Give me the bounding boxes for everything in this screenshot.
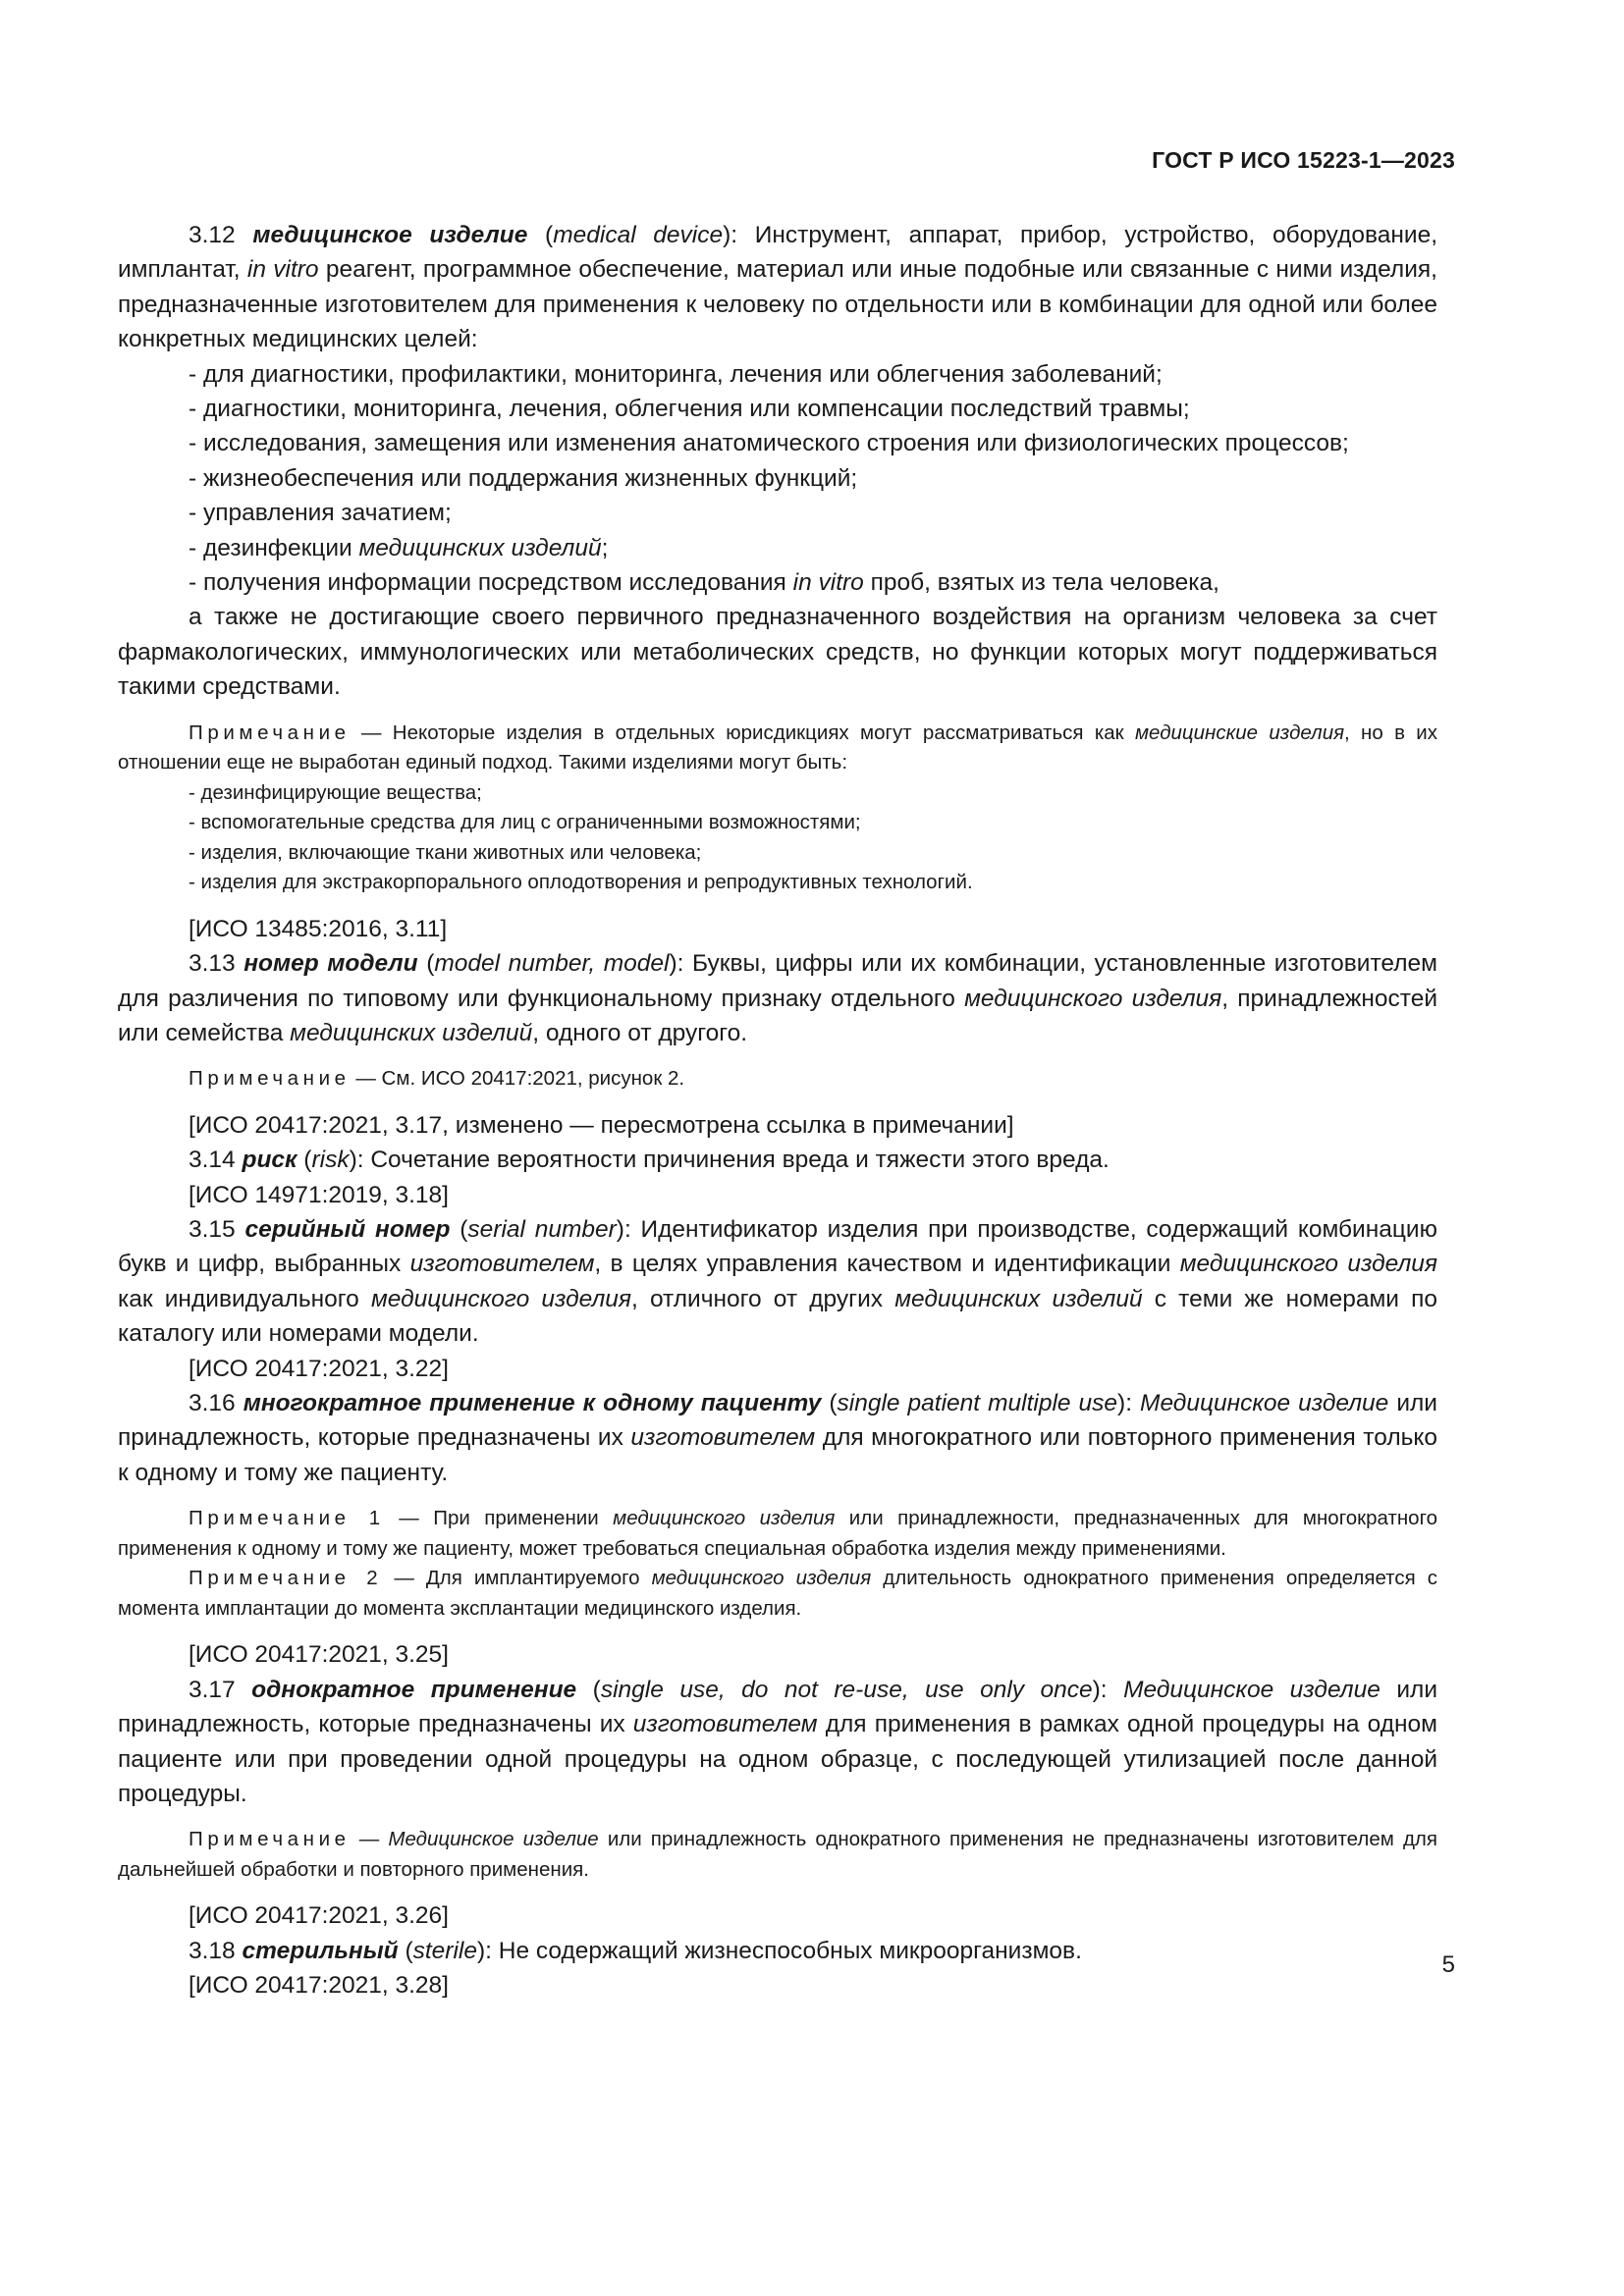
- term-3-18-definition: 3.18 стерильный (sterile): Не содержащий жизнеспособных микроорганизмов.: [189, 1937, 1082, 1964]
- note: Примечание — Медицинское изделие или принадлежность однократного применения не предназначены изготовителем для дальнейшей обработки и повторного применения.: [118, 1828, 1437, 1881]
- source-reference: [ИСО 20417:2021, 3.17, изменено — пересмотрена ссылка в примечании]: [189, 1111, 1014, 1139]
- source-reference: [ИСО 20417:2021, 3.26]: [189, 1902, 449, 1930]
- term-english: model number, model: [434, 950, 670, 978]
- note: Примечание — См. ИСО 20417:2021, рисунок 2.: [189, 1067, 685, 1091]
- term-english: single use, do not re-use, use only once: [600, 1676, 1093, 1703]
- term-english: serial number: [467, 1216, 617, 1244]
- source-reference: [ИСО 20417:2021, 3.25]: [189, 1641, 449, 1669]
- note: Примечание 2 — Для имплантируемого медицинского изделия длительность однократного применения определяется с момента имплантации до момента эксплантации медицинского изделия.: [118, 1567, 1437, 1620]
- term-name: медицинское изделие: [252, 222, 528, 248]
- term-number: 3.14: [189, 1147, 236, 1174]
- term-name: риск: [242, 1147, 298, 1174]
- source-reference: [ИСО 20417:2021, 3.28]: [189, 1972, 449, 2000]
- note-list-item: - изделия для экстракорпорального оплодотворения и репродуктивных технологий.: [189, 871, 973, 894]
- source-reference: [ИСО 20417:2021, 3.22]: [189, 1355, 449, 1382]
- term-english: sterile: [412, 1937, 477, 1964]
- note-list-item: - изделия, включающие ткани животных или человека;: [189, 840, 702, 864]
- page-number: 5: [1441, 1951, 1455, 1978]
- term-3-14-definition: 3.14 риск (risk): Сочетание вероятности причинения вреда и тяжести этого вреда.: [189, 1147, 1110, 1174]
- note: Примечание 1 — При применении медицинского изделия или принадлежности, предназначенных для многократного применения к одному и тому же пациенту, может требоваться специальная обработка изделия между применениями.: [118, 1507, 1437, 1560]
- note-label: Примечание 1: [189, 1507, 385, 1530]
- list-item: - для диагностики, профилактики, мониторинга, лечения или облегчения заболеваний;: [189, 360, 1163, 388]
- note-list-item: - вспомогательные средства для лиц с ограниченными возможностями;: [189, 811, 861, 834]
- source-reference: [ИСО 13485:2016, 3.11]: [189, 915, 448, 942]
- term-number: 3.16: [189, 1390, 236, 1417]
- term-english: risk: [311, 1147, 350, 1174]
- term-name: многократное применение к одному пациенту: [243, 1390, 822, 1417]
- term-name: стерильный: [242, 1937, 399, 1964]
- list-item: - получения информации посредством исследования in vitro проб, взятых из тела человека,: [189, 569, 1219, 597]
- term-3-13-definition: 3.13 номер модели (model number, model): Буквы, цифры или их комбинации, установленные изготовителем для различения по типовому или функциональному признаку отдельного медицинского изделия, принадлежностей или семейства медицинских изделий, одного от другого.: [118, 950, 1438, 1046]
- term-number: 3.13: [189, 950, 236, 978]
- page-content: [118, 218, 1437, 2003]
- list-item: - исследования, замещения или изменения анатомического строения или физиологических процессов;: [189, 430, 1349, 457]
- note-label: Примечание: [189, 1067, 351, 1091]
- term-3-15-definition: 3.15 серийный номер (serial number): Идентификатор изделия при производстве, содержащий комбинацию букв и цифр, выбранных изготовителем, в целях управления качеством и идентификации медицинского изделия как индивидуального медицинского изделия, отличного от других медицинских изделий с теми же номерами по каталогу или номерами модели.: [118, 1216, 1438, 1348]
- list-item: - дезинфекции медицинских изделий;: [189, 534, 609, 561]
- list-item: - жизнеобеспечения или поддержания жизненных функций;: [189, 464, 858, 492]
- term-name: однократное применение: [251, 1676, 577, 1703]
- note: Примечание — Некоторые изделия в отдельных юрисдикциях могут рассматриваться как медицинские изделия, но в их отношении еще не выработан единый подход. Такими изделиями могут быть:: [118, 721, 1438, 774]
- term-3-16-definition: 3.16 многократное применение к одному пациенту (single patient multiple use): Медицинское изделие или принадлежность, которые предназначены их изготовителем для многократного или повторного применения только к одному и тому же пациенту.: [118, 1390, 1437, 1486]
- term-number: 3.17: [189, 1676, 236, 1703]
- term-english: single patient multiple use: [837, 1390, 1118, 1417]
- term-name: номер модели: [244, 950, 418, 978]
- term-name: серийный номер: [244, 1216, 451, 1244]
- term-number: 3.12: [189, 222, 236, 248]
- note-label: Примечание 2: [189, 1567, 383, 1590]
- note-label: Примечание: [189, 721, 351, 744]
- source-reference: [ИСО 14971:2019, 3.18]: [189, 1181, 449, 1208]
- term-3-12-definition: 3.12 медицинское изделие (medical device): Инструмент, аппарат, прибор, устройство, оборудование, имплантат, in vitro реагент, программное обеспечение, материал или иные подобные или связанные с ними изделия, предназначенные изготовителем для применения к человеку по отдельности или в комбинации для одной или более конкретных медицинских целей:: [118, 222, 1438, 353]
- term-number: 3.18: [189, 1937, 236, 1964]
- term-number: 3.15: [189, 1216, 236, 1244]
- term-3-17-definition: 3.17 однократное применение (single use, do not re-use, use only once): Медицинское изделие или принадлежность, которые предназначены их изготовителем для применения в рамках одной процедуры на одном пациенте или при проведении одной процедуры на одном образце, с последующей утилизацией после данной процедуры.: [118, 1676, 1438, 1807]
- note-list-item: - дезинфицирующие вещества;: [189, 780, 482, 804]
- standard-designation: ГОСТ Р ИСО 15223-1—2023: [1152, 147, 1455, 173]
- term-english: medical device: [553, 222, 724, 248]
- note-label: Примечание: [189, 1828, 351, 1851]
- list-item: - диагностики, мониторинга, лечения, облегчения или компенсации последствий травмы;: [189, 396, 1190, 423]
- list-item: - управления зачатием;: [189, 500, 452, 527]
- definition-tail: а также не достигающие своего первичного предназначенного воздействия на организм человека за счет фармакологических, иммунологических или метаболических средств, но функции которых могут поддерживаться такими средствами.: [118, 604, 1437, 701]
